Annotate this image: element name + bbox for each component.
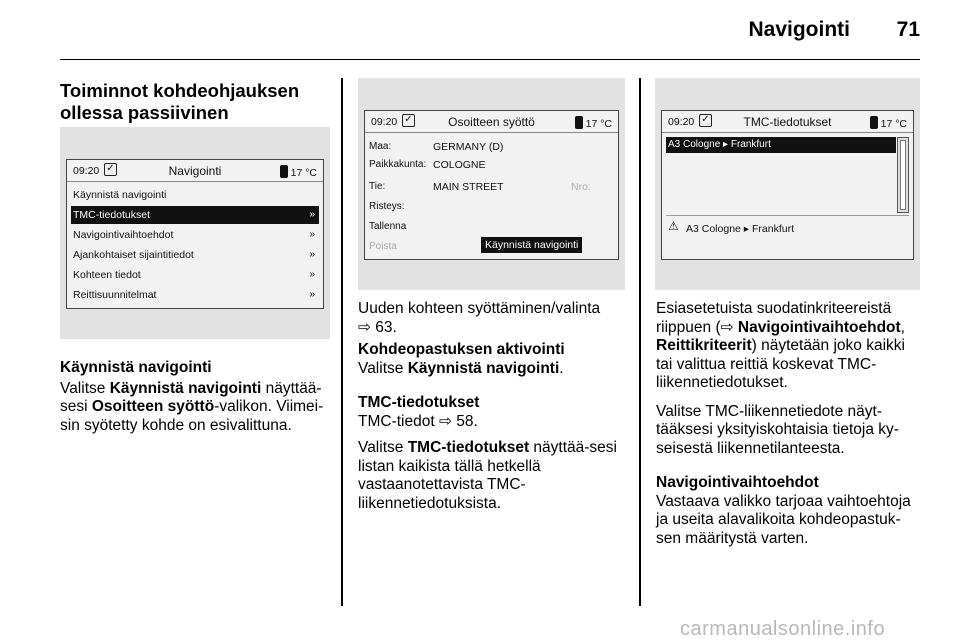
bold-text: Osoitteen syöttö bbox=[91, 398, 215, 415]
menu-item-location-info[interactable] bbox=[71, 246, 319, 264]
country-label: Maa: bbox=[369, 141, 392, 152]
bold-text: Käynnistä navigointi bbox=[109, 379, 262, 397]
street-value[interactable]: MAIN STREET bbox=[433, 181, 504, 193]
tmc-messages-screenshot bbox=[655, 78, 920, 290]
column-3-text bbox=[656, 300, 924, 558]
text: . bbox=[559, 359, 564, 377]
text: näyttää-sesi listan kaikista tällä hetkellä vastaanotettavista TMC-liikennetiedotuksista. bbox=[358, 439, 617, 512]
menu-item-start-navigation[interactable] bbox=[71, 186, 319, 204]
thermometer-icon bbox=[280, 165, 288, 178]
text: näyttää-sesi bbox=[60, 379, 322, 415]
clock: 09:20 bbox=[73, 165, 100, 177]
column-divider-1 bbox=[341, 78, 343, 606]
heading-navigation-options: Navigointivaihtoehdot bbox=[656, 474, 819, 491]
thermometer-icon bbox=[870, 116, 878, 129]
paragraph bbox=[656, 300, 924, 393]
paragraph: TMC-tiedot ⇨ 58. bbox=[358, 412, 478, 430]
chevron-right-icon: » bbox=[309, 229, 315, 240]
text: ) näytetään joko kaikki tai valittua reittiä koskevat TMC-liikennetiedotukset. bbox=[656, 337, 905, 391]
display-screen bbox=[66, 159, 324, 309]
bold-text: Reittikriteerit bbox=[656, 337, 752, 354]
check-icon: ✓ bbox=[104, 163, 117, 176]
heading-tmc: TMC-tiedotukset bbox=[358, 394, 480, 411]
paragraph: Vastaava valikko tarjoaa vaihtoehtoja ja useita alavalikoita kohdeopastuk-sen määritystä varten. bbox=[656, 492, 911, 547]
check-icon: ✓ bbox=[699, 114, 712, 127]
tmc-message-detail: A3 Cologne ▸ Frankfurt bbox=[686, 223, 794, 235]
bold-text: Navigointivaihtoehdot bbox=[737, 318, 901, 336]
menu-item-destination-info[interactable] bbox=[71, 266, 319, 284]
chevron-right-icon: » bbox=[309, 249, 315, 260]
scrollbar-thumb[interactable] bbox=[900, 140, 906, 210]
temperature-value: 17 °C bbox=[585, 118, 612, 130]
heading-start-navigation: Käynnistä navigointi bbox=[60, 359, 212, 376]
country-value[interactable]: GERMANY (D) bbox=[433, 141, 504, 153]
status-bar bbox=[365, 111, 618, 133]
section-title: Toiminnot kohdeohjauksen ollessa passiivinen bbox=[60, 80, 300, 123]
chapter-title: Navigointi bbox=[748, 18, 850, 41]
menu-item-options[interactable] bbox=[71, 226, 319, 244]
menu-item-label: Ajankohtaiset sijaintitiedot bbox=[73, 249, 194, 261]
traffic-warning-icon: ⚠ bbox=[668, 219, 679, 233]
menu-item-label: Käynnistä navigointi bbox=[73, 189, 167, 201]
temperature-value: 17 °C bbox=[290, 167, 317, 179]
paragraph bbox=[358, 439, 628, 513]
menu-item-label: Kohteen tiedot bbox=[73, 269, 141, 281]
thermometer-icon bbox=[575, 116, 583, 129]
column-1-text bbox=[60, 359, 330, 445]
chevron-right-icon: » bbox=[309, 269, 315, 280]
street-label: Tie: bbox=[369, 181, 386, 192]
temperature bbox=[575, 116, 612, 130]
start-navigation-button[interactable]: Käynnistä navigointi bbox=[481, 237, 582, 253]
page-header bbox=[60, 0, 920, 60]
page-reference: ⇨ 63. bbox=[358, 318, 397, 336]
temperature bbox=[870, 116, 907, 130]
column-divider-2 bbox=[639, 78, 641, 606]
save-button[interactable]: Tallenna bbox=[369, 221, 407, 232]
screen-title: Navigointi bbox=[168, 164, 222, 178]
text: Valitse bbox=[60, 379, 110, 397]
watermark: carmanualsonline.info bbox=[680, 618, 886, 640]
screen-title: TMC-tiedotukset bbox=[743, 115, 832, 129]
check-icon: ✓ bbox=[402, 114, 415, 127]
clock: 09:20 bbox=[371, 116, 398, 128]
text: -valikon. Viimei-sin syötetty kohde on esivalittuna. bbox=[60, 398, 324, 434]
menu-item-label: Reittisuunnitelmat bbox=[73, 289, 157, 301]
screen-title: Osoitteen syöttö bbox=[448, 115, 535, 129]
clock: 09:20 bbox=[668, 116, 695, 128]
chevron-right-icon: » bbox=[309, 289, 315, 300]
page-number: 71 bbox=[896, 18, 920, 41]
bold-text: Käynnistä navigointi bbox=[407, 359, 560, 377]
text: Esiasetetuista suodatinkriteereistä riippuen (⇨ bbox=[656, 300, 892, 336]
junction-label[interactable]: Risteys: bbox=[369, 201, 405, 212]
paragraph: Valitse TMC-liikennetiedote näyt-tääksesi yksityiskohtaisia tietoja ky-seisestä liikennetilanteesta. bbox=[656, 402, 899, 457]
status-bar bbox=[662, 111, 913, 133]
tmc-message-item[interactable]: A3 Cologne ▸ Frankfurt bbox=[666, 137, 896, 153]
city-label: Paikkakunta: bbox=[369, 159, 427, 170]
city-value[interactable]: COLOGNE bbox=[433, 159, 486, 171]
menu-item-label: TMC-tiedotukset bbox=[73, 209, 151, 221]
text: , bbox=[900, 318, 905, 336]
scrollbar[interactable] bbox=[897, 137, 909, 213]
navigation-menu-screenshot bbox=[60, 127, 330, 339]
paragraph bbox=[60, 380, 330, 436]
status-bar bbox=[67, 160, 323, 182]
display-screen bbox=[661, 110, 914, 260]
menu-item-tmc[interactable] bbox=[71, 206, 319, 224]
number-label[interactable]: Nro: bbox=[571, 181, 591, 193]
temperature-value: 17 °C bbox=[880, 118, 907, 130]
display-screen bbox=[364, 110, 619, 260]
text: Valitse bbox=[358, 439, 408, 456]
paragraph bbox=[358, 360, 628, 379]
column-2-text bbox=[358, 300, 628, 523]
text: Valitse bbox=[358, 359, 408, 377]
temperature bbox=[280, 165, 317, 179]
divider bbox=[666, 215, 909, 216]
heading-activate-guidance: Kohdeopastuksen aktivointi bbox=[358, 341, 565, 358]
bold-text: TMC-tiedotukset bbox=[407, 439, 530, 456]
menu-item-label: Navigointivaihtoehdot bbox=[73, 229, 174, 241]
address-entry-screenshot bbox=[358, 78, 625, 290]
delete-button[interactable]: Poista bbox=[369, 241, 397, 252]
paragraph bbox=[358, 300, 628, 337]
menu-item-route-plans[interactable] bbox=[71, 286, 319, 304]
text: Uuden kohteen syöttäminen/valinta bbox=[358, 300, 601, 317]
chevron-right-icon: » bbox=[309, 209, 315, 220]
